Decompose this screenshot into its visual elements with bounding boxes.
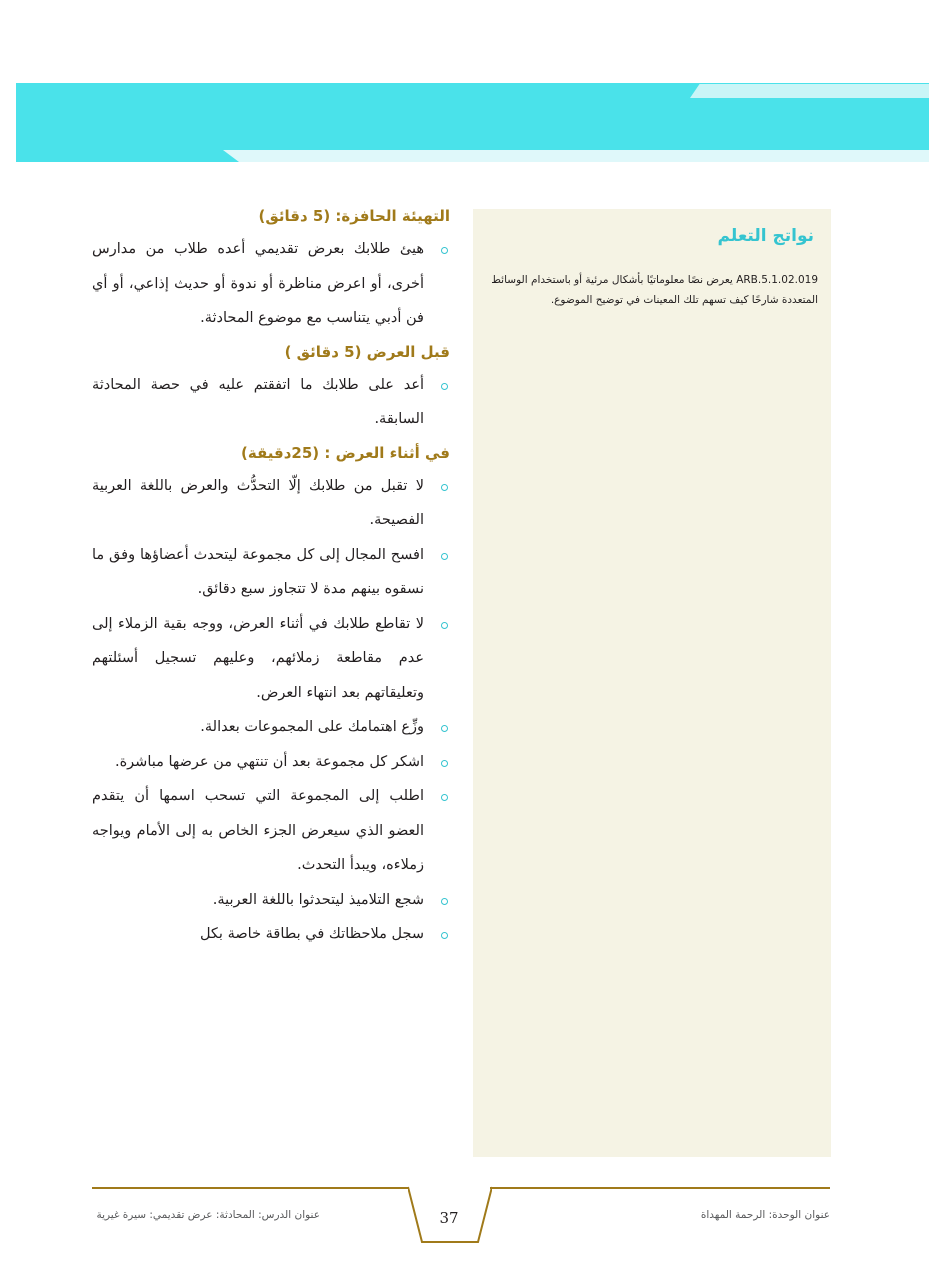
bullet-circle-icon	[441, 553, 448, 560]
section-heading-warmup: التهيئة الحافزة: (5 دقائق)	[258, 207, 450, 225]
list-item	[92, 538, 450, 607]
learning-outcome-text: ARB.5.1.02.019 يعرض نصًا معلوماتيًا بأشكال مرئية أو باستخدام الوسائط المتعددة شارحًا كيف تسهم تلك المعينات في توضيح الموضوع.	[491, 274, 818, 306]
list-item-text: لا تقاطع طلابك في أثناء العرض، ووجه بقية الزملاء إلى عدم مقاطعة زملائهم، وعليهم تسجيل أسئلتهم وتعليقاتهم بعد انتهاء العرض.	[92, 615, 424, 701]
bullet-circle-icon	[441, 622, 448, 629]
list-item-text: شجع التلاميذ ليتحدثوا باللغة العربية.	[212, 891, 424, 908]
header-banner-notch	[16, 147, 221, 162]
lesson-procedure	[92, 200, 450, 952]
list-item	[92, 469, 450, 538]
bullet-circle-icon	[441, 484, 448, 491]
list-item-text: افسح المجال إلى كل مجموعة ليتحدث أعضاؤها وفق ما نسقوه بينهم مدة لا تتجاوز سبع دقائق.	[92, 546, 424, 597]
header-banner-tab	[690, 84, 929, 98]
page-number: 37	[439, 1209, 459, 1227]
learning-outcomes-title: نواتج التعلم	[717, 226, 814, 246]
list-item	[92, 745, 450, 780]
list-item	[92, 917, 450, 952]
section-heading-before-presentation: قبل العرض (5 دقائق )	[284, 342, 450, 361]
bullet-circle-icon	[441, 247, 448, 254]
list-item	[92, 607, 450, 711]
bullet-circle-icon	[441, 383, 448, 390]
list-item-text: وزِّع اهتمامك على المجموعات بعدالة.	[200, 719, 424, 735]
list-item-text: هيئ طلابك بعرض تقديمي أعده طلاب من مدارس أخرى، أو اعرض مناظرة أو ندوة أو حديث إذاعي، أو أي فن أدبي يتناسب مع موضوع المحادثة.	[92, 241, 424, 326]
footer-lesson-title: عنوان الدرس: المحادثة: عرض تقديمي: سيرة غيرية	[96, 1209, 320, 1221]
bullet-circle-icon	[441, 760, 448, 767]
list-item	[92, 368, 450, 437]
bullet-circle-icon	[441, 725, 448, 732]
list-item	[92, 779, 450, 883]
list-item-text: لا تقبل من طلابك إلّا التحدُّث والعرض باللغة العربية الفصيحة.	[92, 477, 424, 528]
footer-rule-right	[490, 1187, 830, 1189]
bullet-circle-icon	[441, 794, 448, 801]
list-item	[92, 232, 450, 336]
list-item	[92, 710, 450, 745]
section-heading-during-presentation: في أثناء العرض : (25دقيقة)	[241, 443, 450, 462]
footer-unit-title: عنوان الوحدة: الرحمة المهداة	[700, 1209, 830, 1221]
learning-outcomes-panel	[473, 209, 831, 1157]
list-item-text: سجل ملاحظاتك في بطاقة خاصة بكل	[199, 926, 424, 942]
list-item	[92, 883, 450, 918]
list-item-text: اطلب إلى المجموعة التي تسحب اسمها أن يتقدم العضو الذي سيعرض الجزء الخاص به إلى الأمام ويواجه زملاءه، ويبدأ التحدث.	[92, 788, 424, 873]
list-item-text: اشكر كل مجموعة بعد أن تنتهي من عرضها مباشرة.	[114, 753, 424, 770]
bullet-circle-icon	[441, 932, 448, 939]
footer-rule-left	[92, 1187, 409, 1189]
bullet-circle-icon	[441, 898, 448, 905]
list-item-text: أعد على طلابك ما اتفقتم عليه في حصة المحادثة السابقة.	[92, 376, 424, 427]
